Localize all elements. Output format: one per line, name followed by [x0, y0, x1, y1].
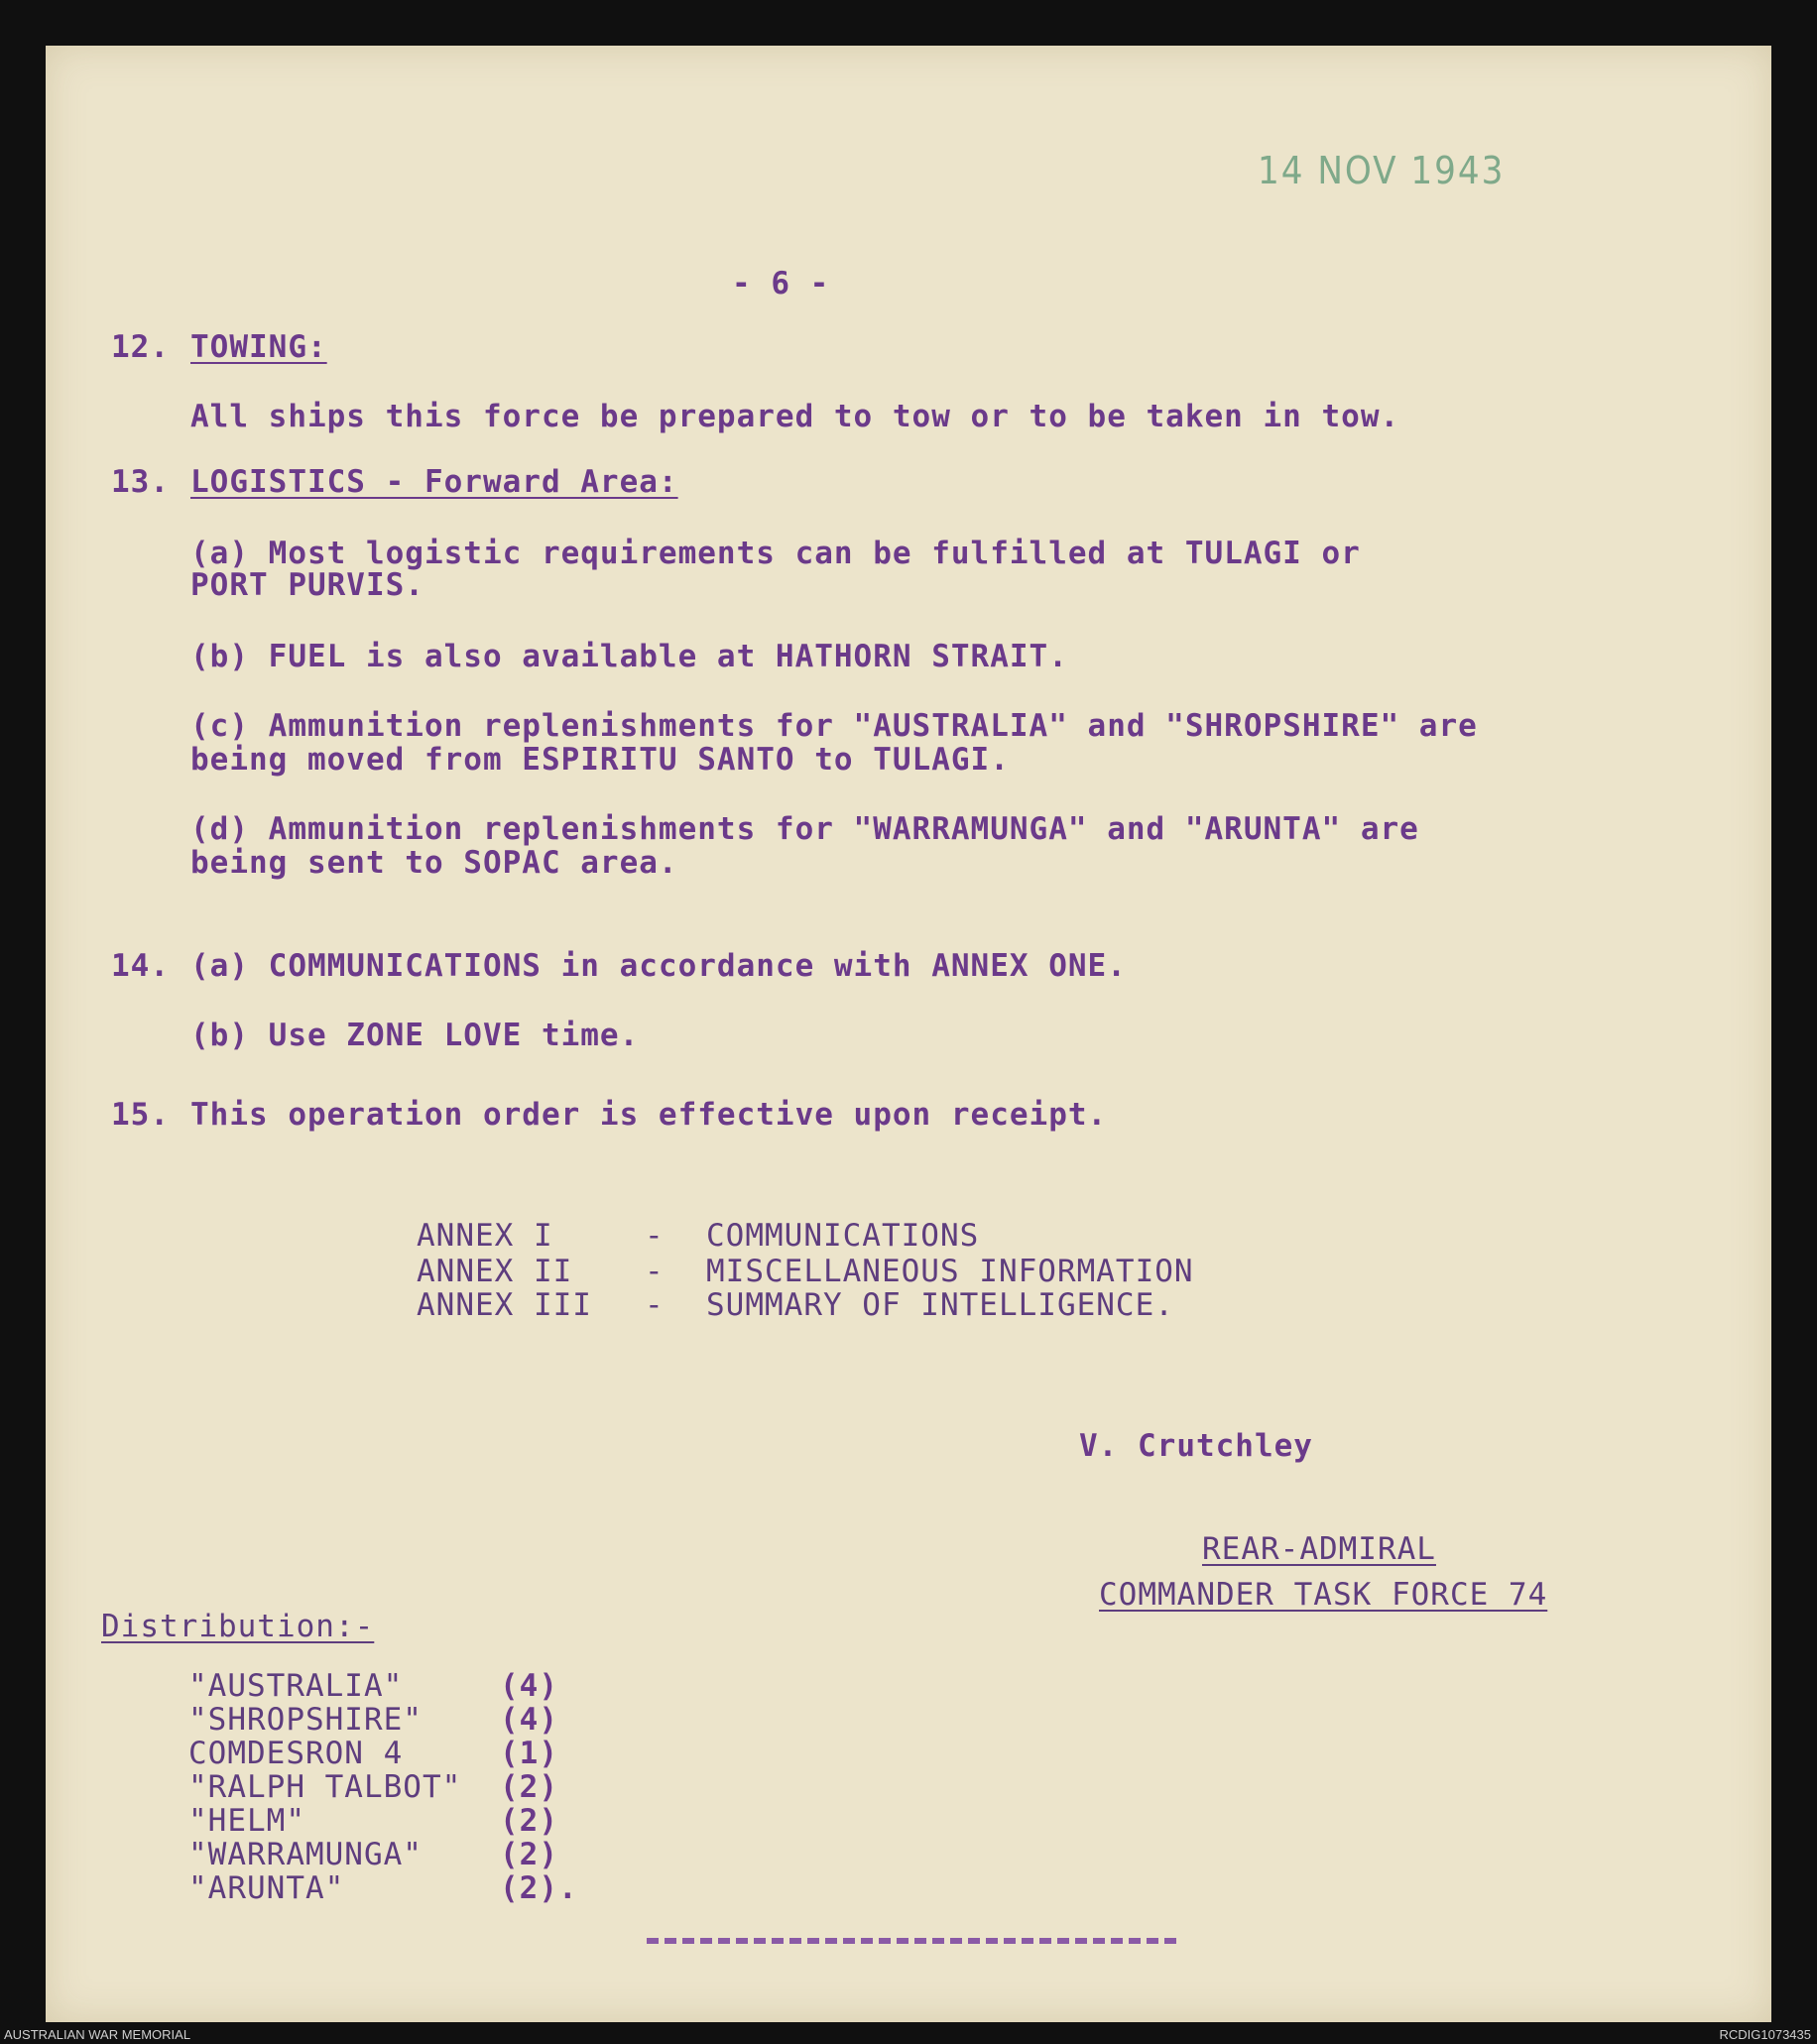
section-13-number: 13. — [111, 464, 170, 500]
page-number: - 6 - — [732, 266, 830, 301]
distribution-heading: Distribution:- — [101, 1609, 375, 1644]
distribution-ship: "RALPH TALBOT" — [188, 1769, 462, 1805]
distribution-count: (4) — [500, 1668, 558, 1704]
distribution-count: (2). — [500, 1870, 578, 1906]
annex-name: ANNEX III — [417, 1287, 592, 1323]
distribution-count: (2) — [500, 1769, 558, 1805]
logistics-c-line-2: being moved from ESPIRITU SANTO to TULAGI. — [190, 742, 1010, 778]
section-15-number: 15. — [111, 1097, 170, 1133]
distribution-count: (1) — [500, 1736, 558, 1771]
section-15-body: This operation order is effective upon receipt. — [190, 1097, 1108, 1133]
logistics-d-line-1: (d) Ammunition replenishments for "WARRAMUNGA" and "ARUNTA" are — [190, 811, 1419, 847]
distribution-count: (2) — [500, 1803, 558, 1839]
distribution-ship: COMDESRON 4 — [188, 1736, 404, 1771]
distribution-ship: "HELM" — [188, 1803, 305, 1839]
distribution-ship: "AUSTRALIA" — [188, 1668, 404, 1704]
section-12-body: All ships this force be prepared to tow or to be taken in tow. — [190, 399, 1400, 434]
signature-title: COMMANDER TASK FORCE 74 — [1099, 1577, 1548, 1613]
annex-title: SUMMARY OF INTELLIGENCE. — [706, 1287, 1174, 1323]
annex-name: ANNEX I — [417, 1218, 553, 1254]
signature-name: V. Crutchley — [1079, 1428, 1313, 1464]
logistics-c-line-1: (c) Ammunition replenishments for "AUSTRALIA" and "SHROPSHIRE" are — [190, 708, 1478, 744]
distribution-ship: "ARUNTA" — [188, 1870, 345, 1906]
distribution-ship: "WARRAMUNGA" — [188, 1837, 423, 1872]
annex-title: MISCELLANEOUS INFORMATION — [706, 1254, 1194, 1289]
distribution-count: (2) — [500, 1837, 558, 1872]
signature-rank: REAR-ADMIRAL — [1202, 1531, 1436, 1567]
section-13-heading: LOGISTICS - Forward Area: — [190, 464, 678, 500]
distribution-ship: "SHROPSHIRE" — [188, 1702, 423, 1738]
annex-dash: - — [645, 1254, 665, 1289]
logistics-b: (b) FUEL is also available at HATHORN STRAIT. — [190, 639, 1068, 674]
footer-record-id: RCDIG1073435 — [1719, 2027, 1811, 2042]
logistics-a-line-2: PORT PURVIS. — [190, 567, 424, 603]
section-14-number: 14. — [111, 948, 170, 984]
communications-b: (b) Use ZONE LOVE time. — [190, 1018, 640, 1053]
annex-title: COMMUNICATIONS — [706, 1218, 980, 1254]
logistics-d-line-2: being sent to SOPAC area. — [190, 845, 678, 881]
footer-archive-label: AUSTRALIAN WAR MEMORIAL — [4, 2027, 191, 2042]
annex-name: ANNEX II — [417, 1254, 573, 1289]
section-12-heading: TOWING: — [190, 329, 327, 365]
end-rule — [647, 1938, 1176, 1944]
annex-dash: - — [645, 1287, 665, 1323]
date-stamp: 14 NOV 1943 — [1258, 149, 1506, 192]
annex-dash: - — [645, 1218, 665, 1254]
communications-a: (a) COMMUNICATIONS in accordance with ANNEX ONE. — [190, 948, 1127, 984]
distribution-count: (4) — [500, 1702, 558, 1738]
section-12-number: 12. — [111, 329, 170, 365]
logistics-a-line-1: (a) Most logistic requirements can be fulfilled at TULAGI or — [190, 536, 1361, 571]
